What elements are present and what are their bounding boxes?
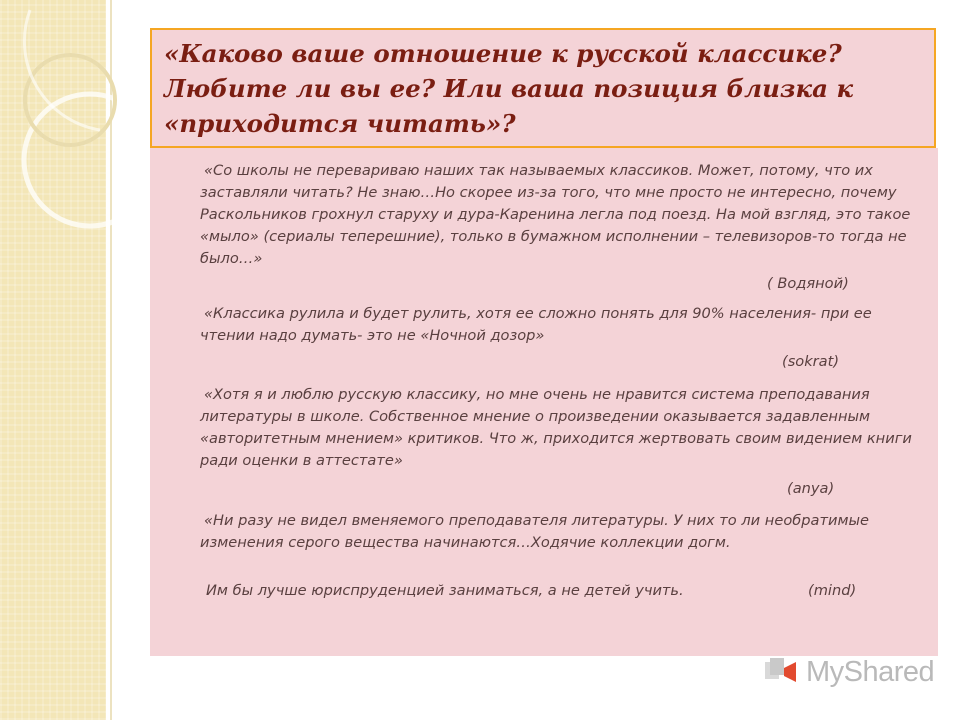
watermark-text: MyShared	[806, 655, 935, 688]
myshared-logo-icon	[762, 656, 800, 688]
quote-author: ( Водяной)	[767, 275, 849, 292]
decorative-ring-small	[25, 55, 115, 145]
quote-text: «Классика рулила и будет рулить, хотя ее сложно понять для 90% населения- при ее чтении надо думать- это не «Ночной дозор»	[200, 305, 872, 344]
quote-author: (anya)	[787, 480, 835, 497]
quote-continuation: Им бы лучше юриспруденцией заниматься, а не детей учить.	[206, 582, 684, 599]
slide-title-box	[150, 28, 936, 148]
myshared-watermark	[762, 652, 934, 692]
quote-text: «Хотя я и люблю русскую классику, но мне очень не нравится система преподавания литературы в школе. Собственное мнение о произведении оказывается задавленным «авторитетным мнением» критиков. Что ж, приходится жертвовать своим видением книги ради оценки в аттестате»	[200, 386, 912, 469]
decorative-rings	[0, 0, 160, 300]
quote-author: (sokrat)	[782, 353, 840, 370]
decorative-ring-large	[24, 94, 156, 226]
slide-title: «Каково ваше отношение к русской классике? Любите ли вы ее? Или ваша позиция близка к «приходится читать»?	[164, 39, 854, 138]
quote-text: «Ни разу не видел вменяемого преподавателя литературы. У них то ли необратимые изменения серого вещества начинаются…Ходячие коллекции догм.	[200, 512, 869, 551]
quotes-panel	[150, 148, 938, 656]
quote-author: (mind)	[808, 582, 857, 599]
quote-text: «Со школы не перевариваю наших так называемых классиков. Может, потому, что их заставляли читать? Не знаю…Но скорее из-за того, что мне просто не интересно, почему Раскольников грохнул старуху и дура-Каренина легла под поезд. На мой взгляд, это такое «мыло» (сериалы теперешние), только в бумажном исполнении – телевизоров-то тогда не было…»	[200, 162, 911, 267]
